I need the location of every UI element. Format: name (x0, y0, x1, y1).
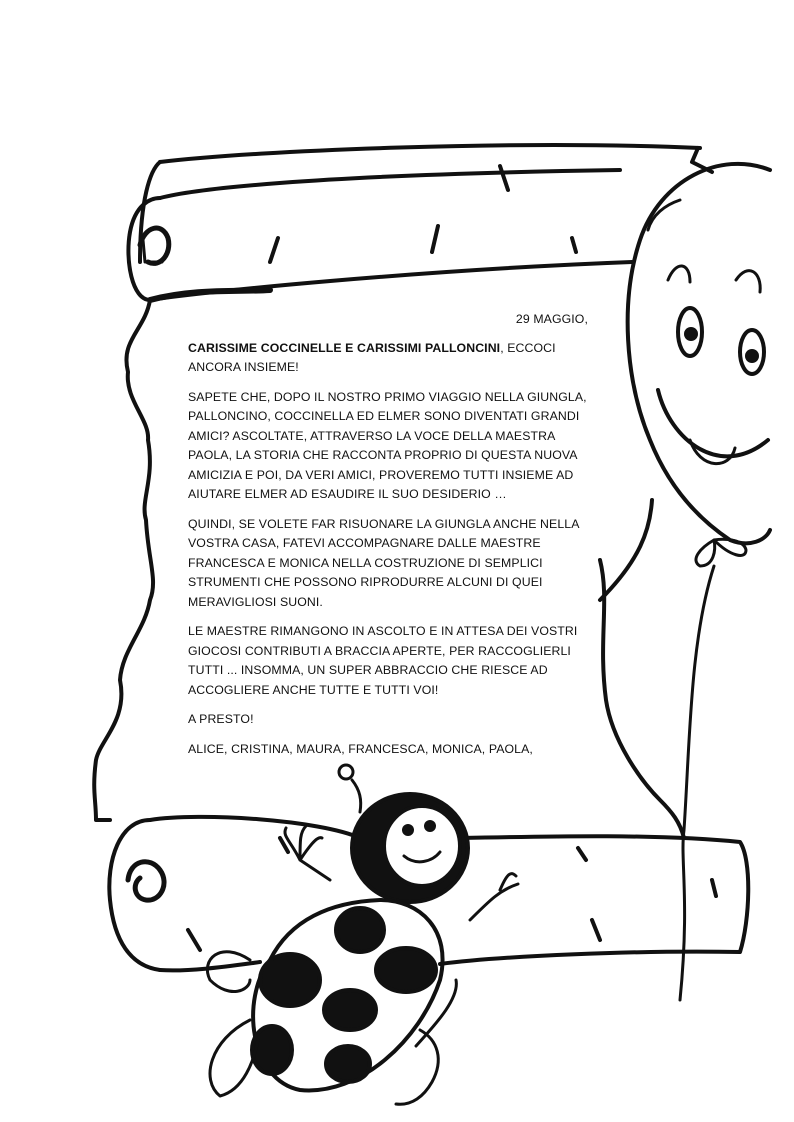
letter-paragraph-2: QUINDI, SE VOLETE FAR RISUONARE LA GIUNGLA ANCHE NELLA VOSTRA CASA, FATEVI ACCOMPAGNARE DALLE MAESTRE FRANCESCA E MONICA NELLA COSTRUZIONE DI SEMPLICI STRUMENTI CHE POSSONO RIPRODURRE ALCUNI DI QUEI MERAVIGLIOSI SUONI. (188, 516, 579, 609)
greeting-bold: CARISSIME COCCINELLE E CARISSIMI PALLONCINI (188, 340, 501, 355)
scroll-left-edge (94, 300, 153, 820)
scroll-right-edge (600, 500, 684, 838)
top-scroll-roll (128, 145, 712, 300)
letter-closing: A PRESTO! (188, 712, 254, 726)
letter-body (188, 300, 588, 769)
ladybug-drawing (207, 765, 518, 1104)
letter-greeting (188, 339, 588, 378)
letter-paragraph-3: LE MAESTRE RIMANGONO IN ASCOLTO E IN ATTESA DEI VOSTRI GIOCOSI CONTRIBUTI A BRACCIA APERTE, PER RACCOGLIERLI TUTTI ... INSOMMA, UN SUPER ABBRACCIO CHE RIESCE AD ACCOGLIERE ANCHE TUTTE E TUTTI VOI! (188, 624, 578, 697)
letter-signatures: ALICE, CRISTINA, MAURA, FRANCESCA, MONICA, PAOLA, (188, 741, 533, 756)
letter-date: 29 MAGGIO, (515, 312, 588, 326)
letter-paragraph-1: SAPETE CHE, DOPO IL NOSTRO PRIMO VIAGGIO NELLA GIUNGLA, PALLONCINO, COCCINELLA ED ELMER SONO DIVENTATI GRANDI AMICI? ASCOLTATE, ATTRAVERSO LA VOCE DELLA MAESTRA PAOLA, LA STORIA CHE RACCONTA PROPRIO DI QUESTA NUOVA AMICIZIA E POI, DA VERI AMICI, PROVEREMO TUTTI INSIEME AD AIUTARE ELMER AD ESAUDIRE IL SUO DESIDERIO … (188, 389, 587, 501)
greeting-rest: , ECCOCI ANCORA INSIEME! (188, 340, 556, 374)
